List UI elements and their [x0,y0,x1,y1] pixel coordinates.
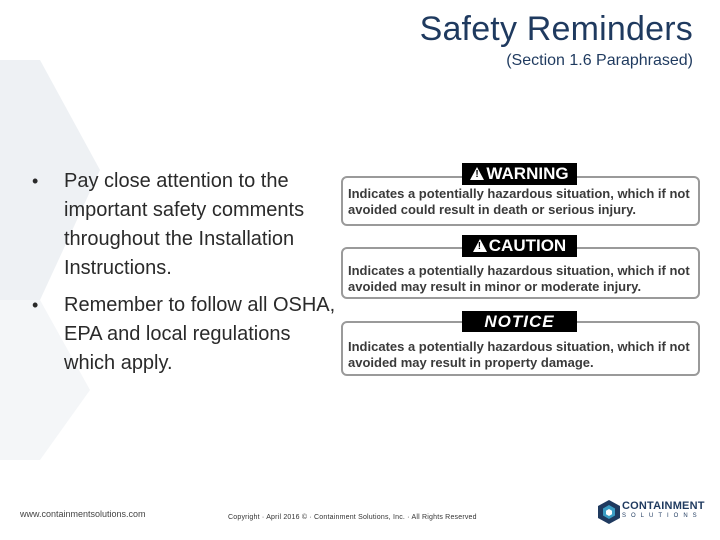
bullet-text: Remember to follow all OSHA, EPA and local regulations which apply. [64,294,336,374]
logo-text-secondary: SOLUTIONS [622,513,702,519]
warning-label: WARNING [486,164,569,183]
warning-badge [462,163,577,185]
bullet-text: Pay close attention to the important safety comments throughout the Installation Instructions. [64,170,305,279]
notice-text: Indicates a potentially hazardous situation, which if not avoided may result in property damage. [348,339,690,370]
copyright-text: Copyright · April 2016 © · Containment Solutions, Inc. · All Rights Reserved [228,514,477,521]
warning-text: Indicates a potentially hazardous situation, which if not avoided could result in death or serious injury. [348,186,690,217]
caution-badge [462,235,577,257]
bullet-item [30,291,345,378]
page-title: Safety Reminders [419,10,693,48]
logo-text-primary: CONTAINMENT [622,500,705,512]
footer-url: www.containmentsolutions.com [20,509,146,519]
notice-label: NOTICE [484,312,555,331]
bullet-item [30,167,345,283]
warning-triangle-icon: ! [470,167,484,180]
caution-label: CAUTION [488,236,567,255]
bullet-icon: • [32,171,39,191]
page-subtitle: (Section 1.6 Paraphrased) [506,52,693,69]
caution-text: Indicates a potentially hazardous situation, which if not avoided may result in minor or moderate injury. [348,263,690,294]
bullet-list [30,167,345,386]
caution-triangle-icon: ! [473,239,487,252]
bullet-icon: • [32,295,39,315]
company-logo [598,498,710,526]
hexagon-logo-icon [598,500,620,524]
notice-badge [462,311,577,332]
